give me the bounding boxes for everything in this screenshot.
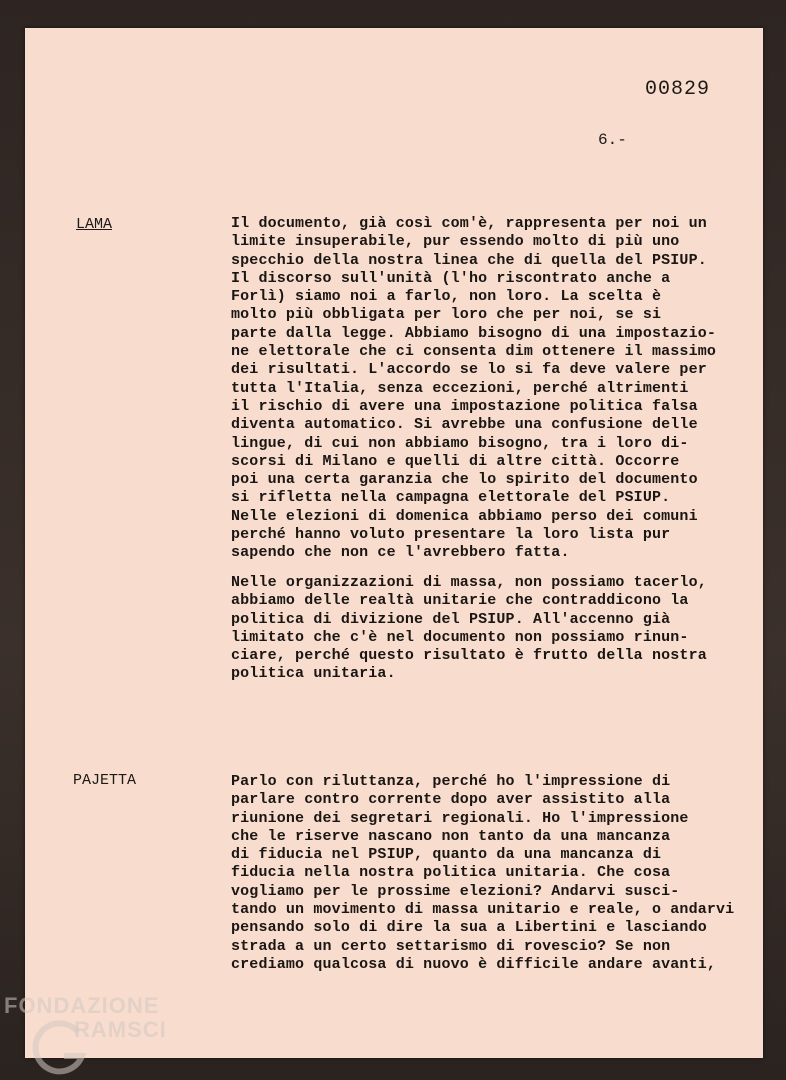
document-number: 00829	[645, 78, 711, 101]
watermark-line-2: RAMSCI	[74, 1017, 167, 1042]
speech-paragraph: Nelle organizzazioni di massa, non possiamo tacerlo, abbiamo delle realtà unitarie che contraddicono la politica di divizione del PSIUP. All'accenno già limitato che c'è nel documento non possiamo rinun- ciare, perché questo risultato è frutto della nostra politica unitaria.	[231, 574, 707, 683]
speech-paragraph: Parlo con riluttanza, perché ho l'impressione di parlare contro corrente dopo aver assistito alla riunione dei segretari regionali. Ho l'impressione che le riserve nascano non tanto da una mancanza di fiducia nel PSIUP, quanto da una mancanza di fiducia nella nostra politica unitaria. Che cosa vogliamo per le prossime elezioni? Andarvi susci- tando un movimento di massa unitario e reale, o andarvi pensando solo di dire la sua a Libertini e lasciando strada a un certo settarismo di rovescio? Se non crediamo qualcosa di nuovo è difficile andare avanti,	[231, 773, 735, 973]
speaker-name-lama: LAMA	[76, 216, 113, 233]
speech-paragraph: Il documento, già così com'è, rappresenta per noi un limite insuperabile, pur essendo molto di più uno specchio della nostra linea che di quella del PSIUP. Il discorso sull'unità (l'ho riscontrato anche a Forlì) siamo noi a farlo, non loro. La scelta è molto più obbligata per loro che per noi, se si parte dalla legge. Abbiamo bisogno di una impostazio- ne elettorale che ci consenta dim ottenere il massimo dei risultati. L'accordo se lo si fa deve valere per tutta l'Italia, senza eccezioni, perché altrimenti il rischio di avere una impostazione politica falsa diventa automatico. Si avrebbe una confusione delle lingue, di cui non abbiamo bisogno, tra i loro di- scorsi di Milano e quelli di altre città. Occorre poi una certa garanzia che lo spirito del documento si rifletta nella campagna elettorale del PSIUP. Nelle elezioni di domenica abbiamo perso dei comuni perché hanno voluto presentare la loro lista pur sapendo che non ce l'avrebbero fatta.	[231, 215, 717, 562]
archive-watermark	[4, 994, 167, 1042]
page-number: 6.-	[598, 131, 627, 149]
watermark-line-1: FONDAZIONE	[4, 993, 160, 1018]
speaker-name-pajetta: PAJETTA	[73, 772, 137, 789]
